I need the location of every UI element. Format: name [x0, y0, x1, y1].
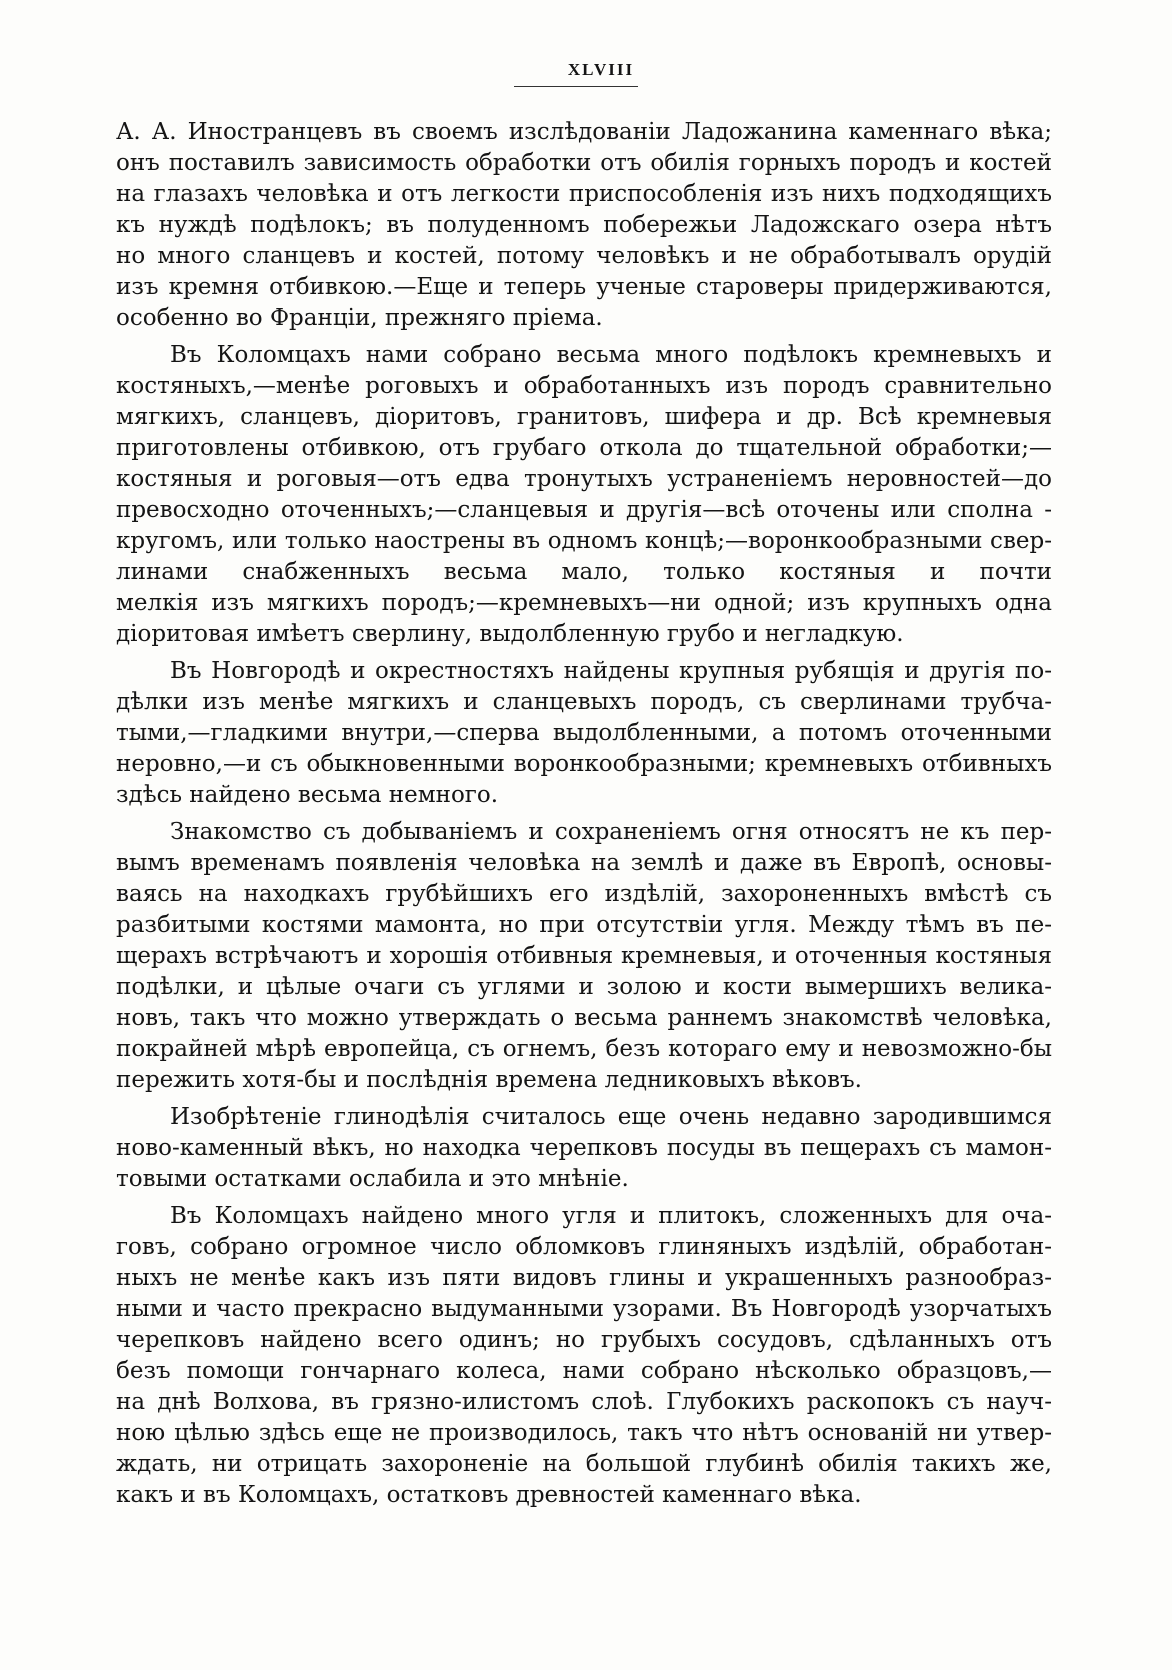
text-line: на глазахъ человѣка и отъ легкости приспособленія изъ нихъ подходящихъ: [116, 181, 1052, 207]
text-line: щерахъ встрѣчаютъ и хорошія отбивныя кремневыя, и оточенныя костяныя: [116, 943, 1052, 969]
text-line: мелкія изъ мягкихъ породъ;—кремневыхъ—ни одной; изъ крупныхъ одна: [116, 590, 1052, 616]
text-line: черепковъ найдено всего одинъ; но грубыхъ сосудовъ, сдѣланныхъ отъ: [116, 1327, 1052, 1353]
text-line: тыми,—гладкими внутри,—сперва выдолбленными, а потомъ оточенными: [116, 720, 1052, 746]
text-line: изъ кремня отбивкою.—Еще и теперь ученые староверы придерживаются,: [116, 274, 1052, 300]
text-line: Изобрѣтеніе глинодѣлія считалось еще очень недавно зародившимся: [170, 1104, 1052, 1130]
text-line: онъ поставилъ зависимость обработки отъ обилія горныхъ породъ и костей: [116, 150, 1052, 176]
text-line: превосходно оточенныхъ;—сланцевыя и другія—всѣ оточены или сполна -: [116, 497, 1052, 523]
text-line: костяныя и роговыя—отъ едва тронутыхъ устраненіемъ неровностей—до: [116, 466, 1052, 492]
text-line: на днѣ Волхова, въ грязно-илистомъ слоѣ. Глубокихъ раскопокъ съ науч-: [116, 1389, 1052, 1415]
text-line: ваясь на находкахъ грубѣйшихъ его издѣлій, захороненныхъ вмѣстѣ съ: [116, 881, 1052, 907]
text-line: Въ Коломцахъ найдено много угля и плитокъ, сложенныхъ для оча-: [170, 1203, 1052, 1229]
text-line: А. А. Иностранцевъ въ своемъ изслѣдованіи Ладожанина каменнаго вѣка;: [116, 119, 1052, 145]
text-line: какъ и въ Коломцахъ, остатковъ древностей каменнаго вѣка.: [116, 1482, 862, 1508]
text-line: здѣсь найдено весьма немного.: [116, 782, 499, 808]
page-header: [0, 60, 1172, 80]
paragraph: [116, 340, 1052, 650]
text-line: ными и часто прекрасно выдуманными узорами. Въ Новгородѣ узорчатыхъ: [116, 1296, 1052, 1322]
text-line: особенно во Франціи, прежняго пріема.: [116, 305, 603, 331]
text-line: говъ, собрано огромное число обломковъ глиняныхъ издѣлій, обработан-: [116, 1234, 1052, 1260]
paragraph: [116, 1102, 1052, 1195]
text-line: къ нуждѣ подѣлокъ; въ полуденномъ побережьи Ладожскаго озера нѣтъ: [116, 212, 1052, 238]
text-line: разбитыми костями мамонта, но при отсутствіи угля. Между тѣмъ въ пе-: [116, 912, 1052, 938]
text-line: ждать, ни отрицать захороненіе на большой глубинѣ обилія такихъ же,: [116, 1451, 1052, 1477]
text-line: пережить хотя-бы и послѣднія времена ледниковыхъ вѣковъ.: [116, 1067, 862, 1093]
paragraph: [116, 1201, 1052, 1511]
text-line: приготовлены отбивкою, отъ грубаго откола до тщательной обработки;—: [116, 435, 1052, 461]
text-line: неровно,—и съ обыкновенными воронкообразными; кремневыхъ отбивныхъ: [116, 751, 1052, 777]
header-rule: [514, 86, 638, 87]
text-line: ныхъ не менѣе какъ изъ пяти видовъ глины и украшенныхъ разнообраз-: [116, 1265, 1052, 1291]
paragraph: [116, 117, 1052, 334]
text-line: новъ, такъ что можно утверждать о весьма раннемъ знакомствѣ человѣка,: [116, 1005, 1052, 1031]
text-line: діоритовая имѣетъ сверлину, выдолбленную грубо и негладкую.: [116, 621, 904, 647]
text-line: подѣлки, и цѣлые очаги съ углями и золою и кости вымершихъ велика-: [116, 974, 1052, 1000]
text-line: дѣлки изъ менѣе мягкихъ и сланцевыхъ породъ, съ сверлинами трубча-: [116, 689, 1052, 715]
text-line: ною цѣлью здѣсь еще не производилось, такъ что нѣтъ основаній ни утвер-: [116, 1420, 1052, 1446]
text-line: Въ Коломцахъ нами собрано весьма много подѣлокъ кремневыхъ и: [170, 342, 1052, 368]
text-line: товыми остатками ослабила и это мнѣніе.: [116, 1166, 629, 1192]
text-line: Въ Новгородѣ и окрестностяхъ найдены крупныя рубящія и другія по-: [170, 658, 1052, 684]
paragraph: [116, 817, 1052, 1096]
text-line: костяныхъ,—менѣе роговыхъ и обработанныхъ изъ породъ сравнительно: [116, 373, 1052, 399]
text-line: но много сланцевъ и костей, потому человѣкъ и не обработывалъ орудій: [116, 243, 1052, 269]
text-line: безъ помощи гончарнаго колеса, нами собрано нѣсколько образцовъ,—: [116, 1358, 1052, 1384]
text-line: Знакомство съ добываніемъ и сохраненіемъ огня относятъ не къ пер-: [170, 819, 1052, 845]
body-text: [116, 117, 1052, 1511]
text-line: ново-каменный вѣкъ, но находка черепковъ посуды въ пещерахъ съ мамон-: [116, 1135, 1052, 1161]
text-line: покрайней мѣрѣ европейца, съ огнемъ, безъ котораго ему и невозможно-бы: [116, 1036, 1052, 1062]
text-line: вымъ временамъ появленія человѣка на землѣ и даже въ Европѣ, основы-: [116, 850, 1052, 876]
paragraph: [116, 656, 1052, 811]
text-line: мягкихъ, сланцевъ, діоритовъ, гранитовъ, шифера и др. Всѣ кремневыя: [116, 404, 1052, 430]
text-line: кругомъ, или только наострены въ одномъ концѣ;—воронкообразными свер-: [116, 528, 1052, 554]
page-number: XLVIII: [567, 60, 635, 79]
text-line: линами снабженныхъ весьма мало, только костяныя и почти: [116, 559, 1052, 585]
